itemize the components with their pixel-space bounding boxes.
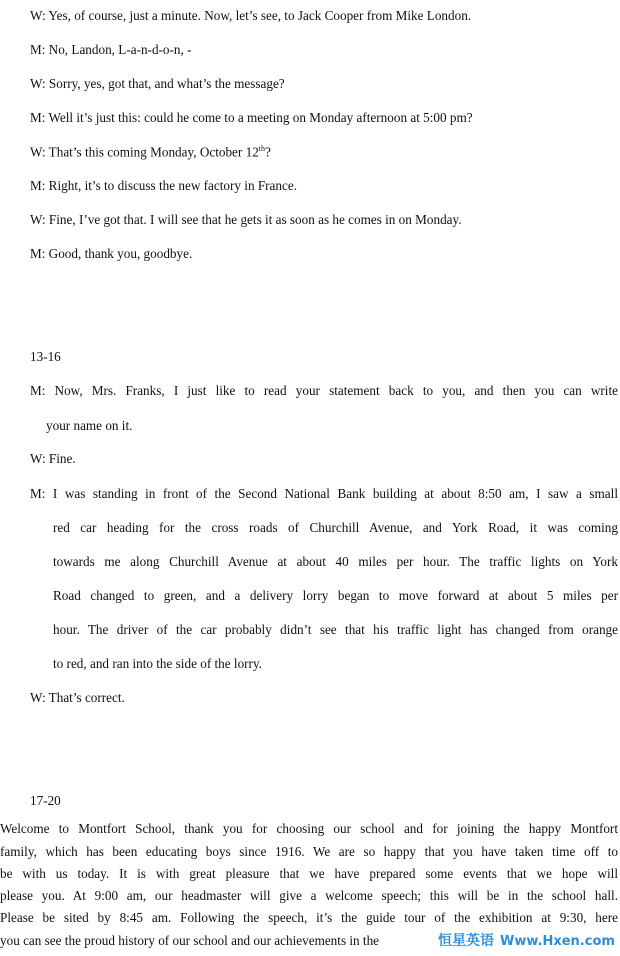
section-label: 13-16 (30, 349, 61, 364)
dialogue-line: M: I was standing in front of the Second National Bank building at about 8:50 am, I saw a small (30, 486, 618, 501)
dialogue-line: M: Well it’s just this: could he come to a meeting on Monday afternoon at 5:00 pm? (30, 110, 473, 125)
question-mark: ? (265, 144, 271, 160)
dialogue-line: towards me along Churchill Avenue at about 40 miles per hour. The traffic lights on York (53, 554, 618, 569)
passage-line: family, which has been educating boys since 1916. We are so happy that you have taken time off to (0, 844, 618, 859)
dialogue-line: W: Yes, of course, just a minute. Now, let’s see, to Jack Cooper from Mike London. (30, 8, 472, 23)
dialogue-line (30, 144, 271, 160)
dialogue-line: W: Sorry, yes, got that, and what’s the message? (30, 76, 285, 91)
dialogue-line: hour. The driver of the car probably didn’t see that his traffic light has changed from orange (53, 622, 618, 637)
dialogue-line: Road changed to green, and a delivery lorry began to move forward at about 5 miles per (53, 588, 618, 603)
passage-line: you can see the proud history of our school and our achievements in the (0, 933, 380, 948)
dialogue-line: red car heading for the cross roads of Churchill Avenue, and York Road, it was coming (53, 520, 618, 535)
dialogue-line: M: No, Landon, L-a-n-d-o-n, - (30, 42, 192, 57)
section-label: 17-20 (30, 793, 61, 808)
dialogue-line: your name on it. (46, 418, 133, 433)
dialogue-line: W: That’s correct. (30, 690, 125, 705)
dialogue-line: W: Fine, I’ve got that. I will see that he gets it as soon as he comes in on Monday. (30, 212, 462, 227)
dialogue-line: W: Fine. (30, 451, 76, 466)
dialogue-line: M: Right, it’s to discuss the new factory in France. (30, 178, 298, 193)
passage-line: please you. At 9:00 am, our headmaster will give a welcome speech; this will be in the school hall. (0, 888, 618, 903)
dialogue-text: W: That’s this coming Monday, October 12 (30, 144, 259, 160)
dialogue-line: M: Now, Mrs. Franks, I just like to read your statement back to you, and then you can write (30, 383, 618, 398)
passage-line: Please be sited by 8:45 am. Following the speech, it’s the guide tour of the exhibition at 9:30, here (0, 910, 618, 925)
watermark (438, 930, 615, 950)
passage-line: Welcome to Montfort School, thank you for choosing our school and for joining the happy Montfort (0, 821, 618, 836)
watermark-url: Www.Hxen.com (500, 934, 615, 949)
watermark-logo-text: 恒星英语 (438, 933, 494, 949)
dialogue-line: to red, and ran into the side of the lorry. (53, 656, 262, 671)
passage-line: be with us today. It is with great pleasure that we have prepared some events that we hope will (0, 866, 618, 881)
dialogue-line: M: Good, thank you, goodbye. (30, 246, 193, 261)
ordinal-suffix: th (258, 144, 266, 153)
